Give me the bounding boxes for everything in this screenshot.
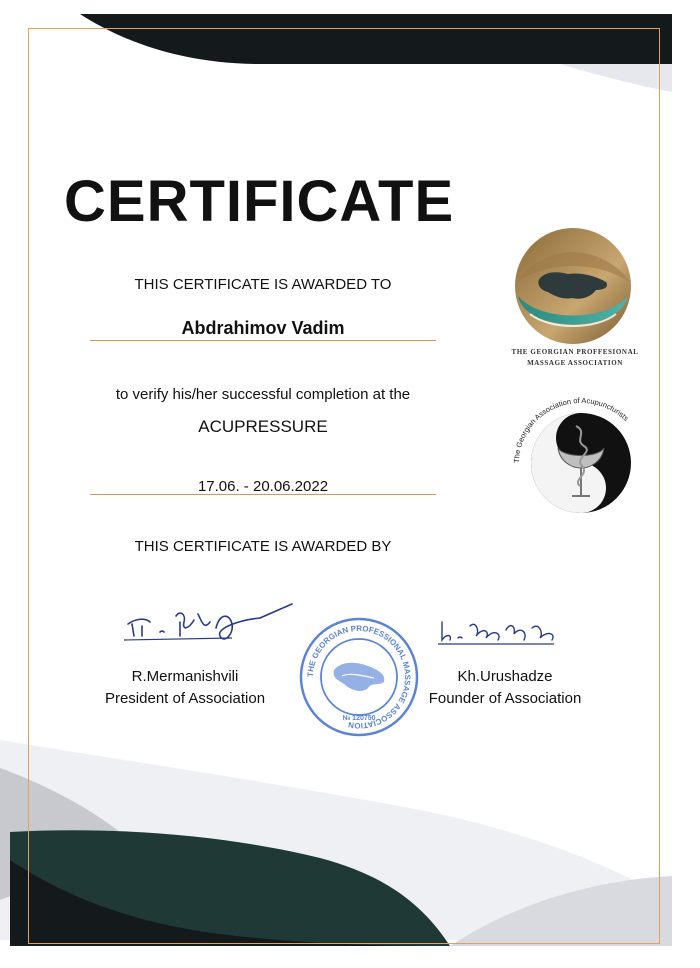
stamp-number: № 120750 — [342, 715, 376, 722]
awarded-to-label: THIS CERTIFICATE IS AWARDED TO — [134, 276, 392, 293]
signature-mermanishvili — [120, 600, 300, 650]
signatory-1 — [80, 666, 290, 710]
signatory-1-name: R.Mermanishvili — [131, 668, 239, 685]
acupuncturists-association-logo — [508, 396, 654, 530]
logo-caption-line2: MASSAGE ASSOCIATION — [527, 359, 623, 367]
acupuncturists-ring-text: The Georgian Association of Acupuncturists — [511, 396, 631, 464]
signatory-2 — [410, 666, 600, 710]
signature-urushadze — [436, 612, 566, 648]
course-dates: 17.06. - 20.06.2022 — [197, 478, 329, 495]
certificate-title: CERTIFICATE — [64, 169, 455, 234]
awarded-by-label: THIS CERTIFICATE IS AWARDED BY — [134, 538, 392, 555]
massage-association-logo — [510, 226, 636, 348]
signatory-2-name: Kh.Urushadze — [457, 668, 553, 685]
stamp-ring-text: THE GEORGIAN PROFESSIONAL MASSAGE ASSOCIATION — [305, 623, 413, 731]
signatory-2-role: Founder of Association — [428, 690, 582, 707]
association-stamp — [298, 616, 420, 738]
logo-caption-line1: THE GEORGIAN PROFFESIONAL — [511, 348, 639, 356]
verify-text: to verify his/her successful completion at the — [115, 386, 411, 403]
signatory-1-role: President of Association — [104, 690, 266, 707]
dates-underline — [90, 494, 436, 495]
recipient-name: Abdrahimov Vadim — [181, 318, 345, 338]
massage-association-caption — [494, 347, 656, 369]
recipient-underline — [90, 340, 436, 341]
course-name: ACUPRESSURE — [198, 417, 328, 436]
